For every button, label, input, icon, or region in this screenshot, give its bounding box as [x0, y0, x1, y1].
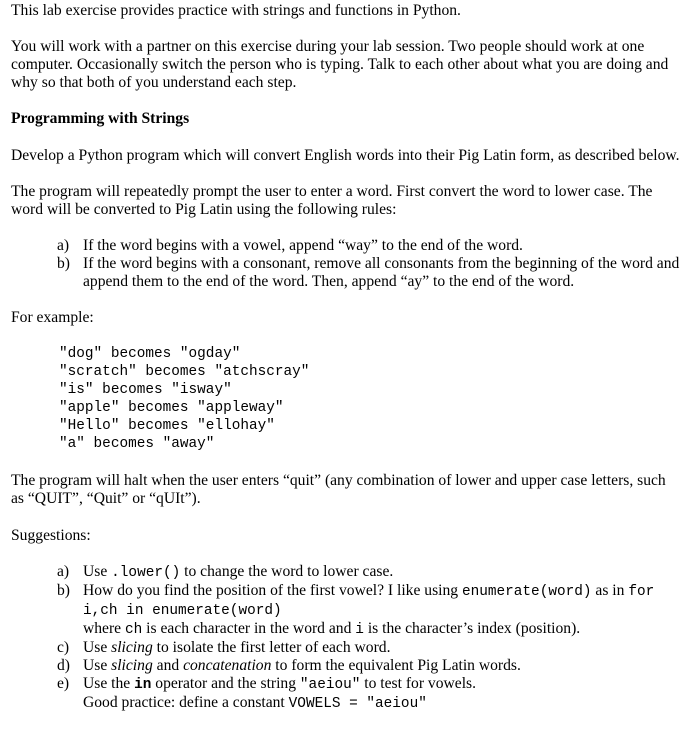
suggestion-item	[11, 639, 680, 657]
rule-text: If the word begins with a consonant, remove all consonants from the beginning of the word and append them to the end of the word. Then, append “ay” to the end of the word.	[83, 255, 680, 290]
list-marker: a)	[57, 563, 70, 580]
list-marker: c)	[57, 639, 70, 656]
example-line: "is" becomes "isway"	[59, 382, 232, 398]
emphasis-slicing: slicing	[111, 639, 153, 656]
suggestion-text: operator and the string	[151, 675, 300, 692]
example-line: "Hello" becomes "ellohay"	[59, 418, 275, 434]
suggestion-text: Use	[83, 639, 112, 656]
code-ch: ch	[125, 622, 143, 638]
suggestion-text: to isolate the first letter of each word.	[152, 639, 391, 656]
list-marker: d)	[57, 657, 70, 674]
code-i: i	[355, 622, 364, 638]
rules-list	[11, 237, 680, 291]
example-line: "dog" becomes "ogday"	[59, 346, 241, 362]
suggestion-item	[11, 675, 680, 713]
example-line: "apple" becomes "appleway"	[59, 400, 284, 416]
develop-paragraph: Develop a Python program which will convert English words into their Pig Latin form, as described below.	[11, 147, 680, 164]
halt-paragraph: The program will halt when the user enters “quit” (any combination of lower and upper case letters, such as “QUIT”, “Quit” or “qUIt”).	[11, 472, 666, 507]
rule-item	[11, 255, 680, 291]
intro-paragraph: This lab exercise provides practice with strings and functions in Python.	[11, 2, 461, 19]
section-heading-text: Programming with Strings	[11, 110, 190, 127]
suggestion-text: as in	[591, 582, 629, 599]
code-in-keyword: in	[134, 677, 152, 693]
emphasis-slicing: slicing	[111, 657, 153, 674]
suggestion-text: and	[152, 657, 184, 674]
prompt-paragraph: The program will repeatedly prompt the user to enter a word. First convert the word to lower case. The word will be converted to Pig Latin using the following rules:	[11, 183, 653, 218]
rule-text: If the word begins with a vowel, append “way” to the end of the word.	[83, 237, 523, 254]
suggestion-text: is the character’s index (position).	[363, 620, 581, 637]
emphasis-concatenation: concatenation	[183, 657, 272, 674]
partner-paragraph: You will work with a partner on this exercise during your lab session. Two people should work at one computer. Occasionally switch the person who is typing. Talk to each other about what you are doing and why so that both of you understand each step.	[11, 38, 669, 91]
suggestion-item	[11, 582, 680, 639]
example-line: "a" becomes "away"	[59, 436, 215, 452]
for-example-label: For example:	[11, 309, 94, 326]
list-marker: b)	[57, 255, 70, 272]
section-heading	[11, 110, 680, 128]
suggestion-text: How do you find the position of the first vowel? I like using	[83, 582, 462, 599]
suggestion-text: where	[83, 620, 125, 637]
list-marker: e)	[57, 675, 70, 692]
suggestion-text: Good practice: define a constant	[83, 694, 289, 711]
examples-block	[11, 345, 680, 453]
rule-item	[11, 237, 680, 255]
suggestion-text: is each character in the word and	[142, 620, 356, 637]
suggestion-item	[11, 657, 680, 675]
code-enumerate: enumerate(word)	[461, 584, 592, 600]
example-line: "scratch" becomes "atchscray"	[59, 364, 310, 380]
suggestion-text: to change the word to lower case.	[180, 563, 394, 580]
code-for-loop: for i,ch in enumerate(word)	[83, 584, 655, 619]
code-vowels-constant: VOWELS = "aeiou"	[288, 696, 427, 712]
suggestion-text: Use the	[83, 675, 135, 692]
suggestions-label: Suggestions:	[11, 527, 91, 544]
list-marker: b)	[57, 582, 70, 599]
suggestion-text: Use	[83, 657, 112, 674]
suggestion-text: Use	[83, 563, 112, 580]
suggestion-text: to form the equivalent Pig Latin words.	[271, 657, 521, 674]
code-aeiou-string: "aeiou"	[299, 677, 361, 693]
code-lower: .lower()	[111, 565, 181, 581]
suggestion-text: to test for vowels.	[360, 675, 477, 692]
list-marker: a)	[57, 237, 70, 254]
suggestions-list	[11, 563, 680, 713]
suggestion-item	[11, 563, 680, 582]
